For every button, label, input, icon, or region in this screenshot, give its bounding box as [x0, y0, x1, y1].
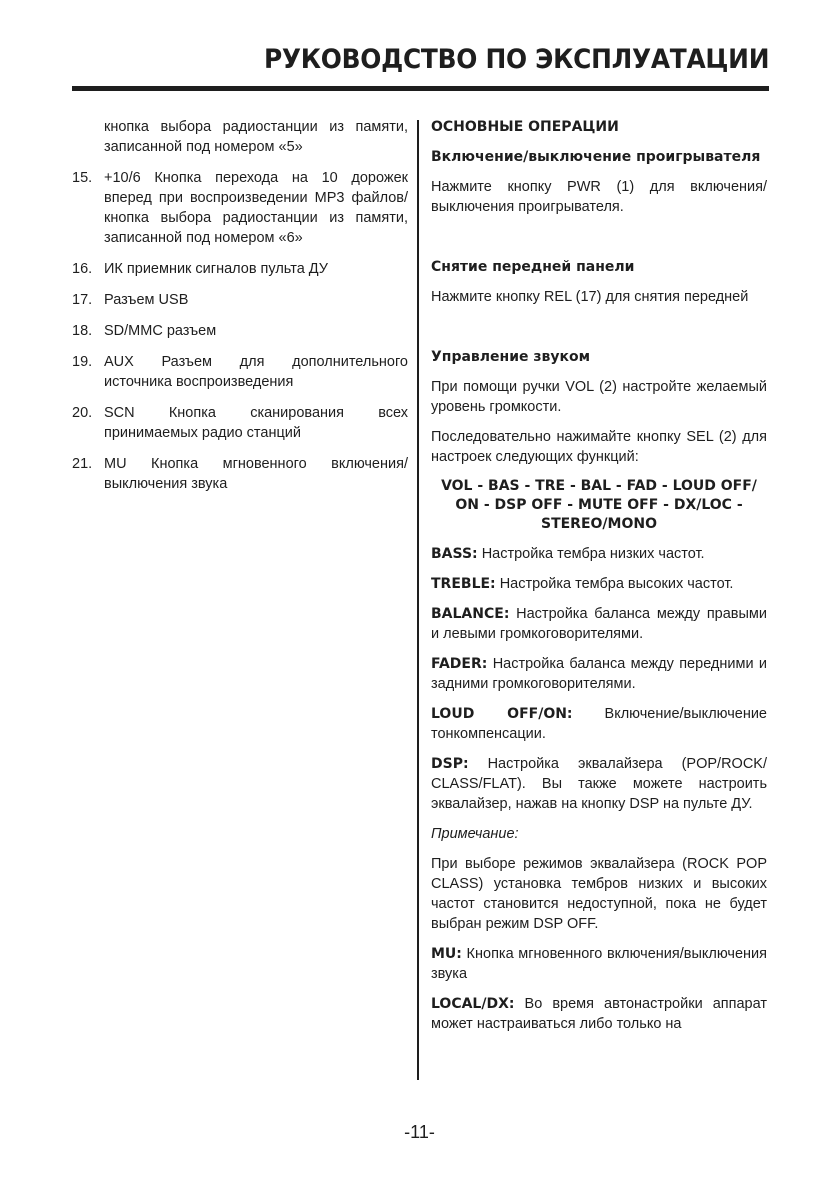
list-item-number: 16. [72, 261, 93, 277]
definition-text: Настройка тембра низких частот. [481, 546, 705, 562]
list-item-text: SCN Кнопка сканирования всех принимаемых радио станций [104, 405, 408, 441]
list-item [72, 403, 408, 443]
definition-text: Настройка тембра высоких частот. [499, 576, 734, 592]
list-item [72, 352, 408, 392]
list-item-text: SD/MMC разъем [104, 323, 217, 339]
definition-text: Настройка эквалайзера (POP/ROCK/ CLASS/FLAT). Вы также можете настроить эквалайзер, нажав на кнопку DSP на пульте ДУ. [431, 756, 767, 812]
definition-bass [431, 544, 767, 564]
page-number: -11- [404, 1122, 435, 1142]
definition-term: BALANCE: [431, 606, 510, 622]
definition-term: FADER: [431, 656, 488, 672]
definition-term: DSP: [431, 756, 469, 772]
definition-mu [431, 944, 767, 984]
definition-balance [431, 604, 767, 644]
list-item [72, 454, 408, 494]
list-item-text: +10/6 Кнопка перехода на 10 дорожек вперед при воспроизведении MP3 файлов/ кнопка выбора радиостанции из памяти, записанной под номером «6» [104, 170, 408, 246]
list-item [72, 168, 408, 248]
list-item [72, 321, 408, 341]
list-item-text: MU Кнопка мгновенного включения/выключения звука [104, 456, 408, 492]
sound-text-1: При помощи ручки VOL (2) настройте желаемый уровень громкости. [431, 379, 767, 415]
page-header-title: РУКОВОДСТВО ПО ЭКСПЛУАТАЦИИ [263, 44, 769, 75]
definition-text: Во время автонастройки аппарат может настраиваться либо только на [431, 996, 767, 1032]
definition-term: TREBLE: [431, 576, 496, 592]
header-rule [72, 86, 769, 91]
list-item-number: 19. [72, 354, 93, 370]
section-title: ОСНОВНЫЕ ОПЕРАЦИИ [431, 119, 619, 135]
definition-term: BASS: [431, 546, 478, 562]
definition-text: Настройка баланса между правыми и левыми громкоговорителями. [431, 606, 767, 642]
left-column [72, 117, 408, 505]
panel-text: Нажмите кнопку REL (17) для снятия передней [431, 289, 749, 305]
list-item [72, 259, 408, 279]
mode-sequence: VOL - BAS - TRE - BAL - FAD - LOUD OFF/ ON - DSP OFF - MUTE OFF - DX/LOC - STEREO/MONO [441, 478, 757, 532]
panel-heading: Снятие передней панели [431, 259, 635, 275]
power-heading: Включение/выключение проигрывателя [431, 149, 761, 165]
definition-term: MU: [431, 946, 462, 962]
definition-treble [431, 574, 767, 594]
list-item-text: ИК приемник сигналов пульта ДУ [104, 261, 328, 277]
definition-fader [431, 654, 767, 694]
definition-text: Кнопка мгновенного включения/выключения звука [431, 946, 768, 982]
list-item-text: Разъем USB [104, 292, 189, 308]
right-column [431, 117, 767, 1044]
definition-term: LOUD OFF/ON: [431, 706, 573, 722]
note-text: При выборе режимов эквалайзера (ROCK POP CLASS) установка тембров низких и высоких частот становится недоступной, пока не будет выбран режим DSP OFF. [431, 856, 767, 932]
sound-text-2: Последовательно нажимайте кнопку SEL (2) для настроек следующих функций: [431, 429, 767, 465]
list-item-number: 17. [72, 292, 93, 308]
definition-term: LOCAL/DX: [431, 996, 515, 1012]
sound-heading: Управление звуком [431, 349, 591, 365]
list-item-number: 20. [72, 405, 93, 421]
list-item-number: 21. [72, 456, 93, 472]
list-item-continuation: кнопка выбора радиостанции из памяти, записанной под номером «5» [104, 119, 408, 155]
list-item [72, 290, 408, 310]
list-item-text: AUX Разъем для дополнительного источника воспроизведения [104, 354, 408, 390]
list-item-number: 15. [72, 170, 93, 186]
column-divider [417, 120, 419, 1080]
definition-text: Настройка баланса между передними и задними громкоговорителями. [431, 656, 767, 692]
definition-text: Включение/выключение тонкомпенсации. [431, 706, 767, 742]
list-item-number: 18. [72, 323, 93, 339]
definition-loud [431, 704, 767, 744]
definition-dsp [431, 754, 767, 814]
power-text: Нажмите кнопку PWR (1) для включения/выключения проигрывателя. [431, 179, 767, 215]
note-label: Примечание: [431, 826, 519, 842]
definition-local-dx [431, 994, 767, 1034]
